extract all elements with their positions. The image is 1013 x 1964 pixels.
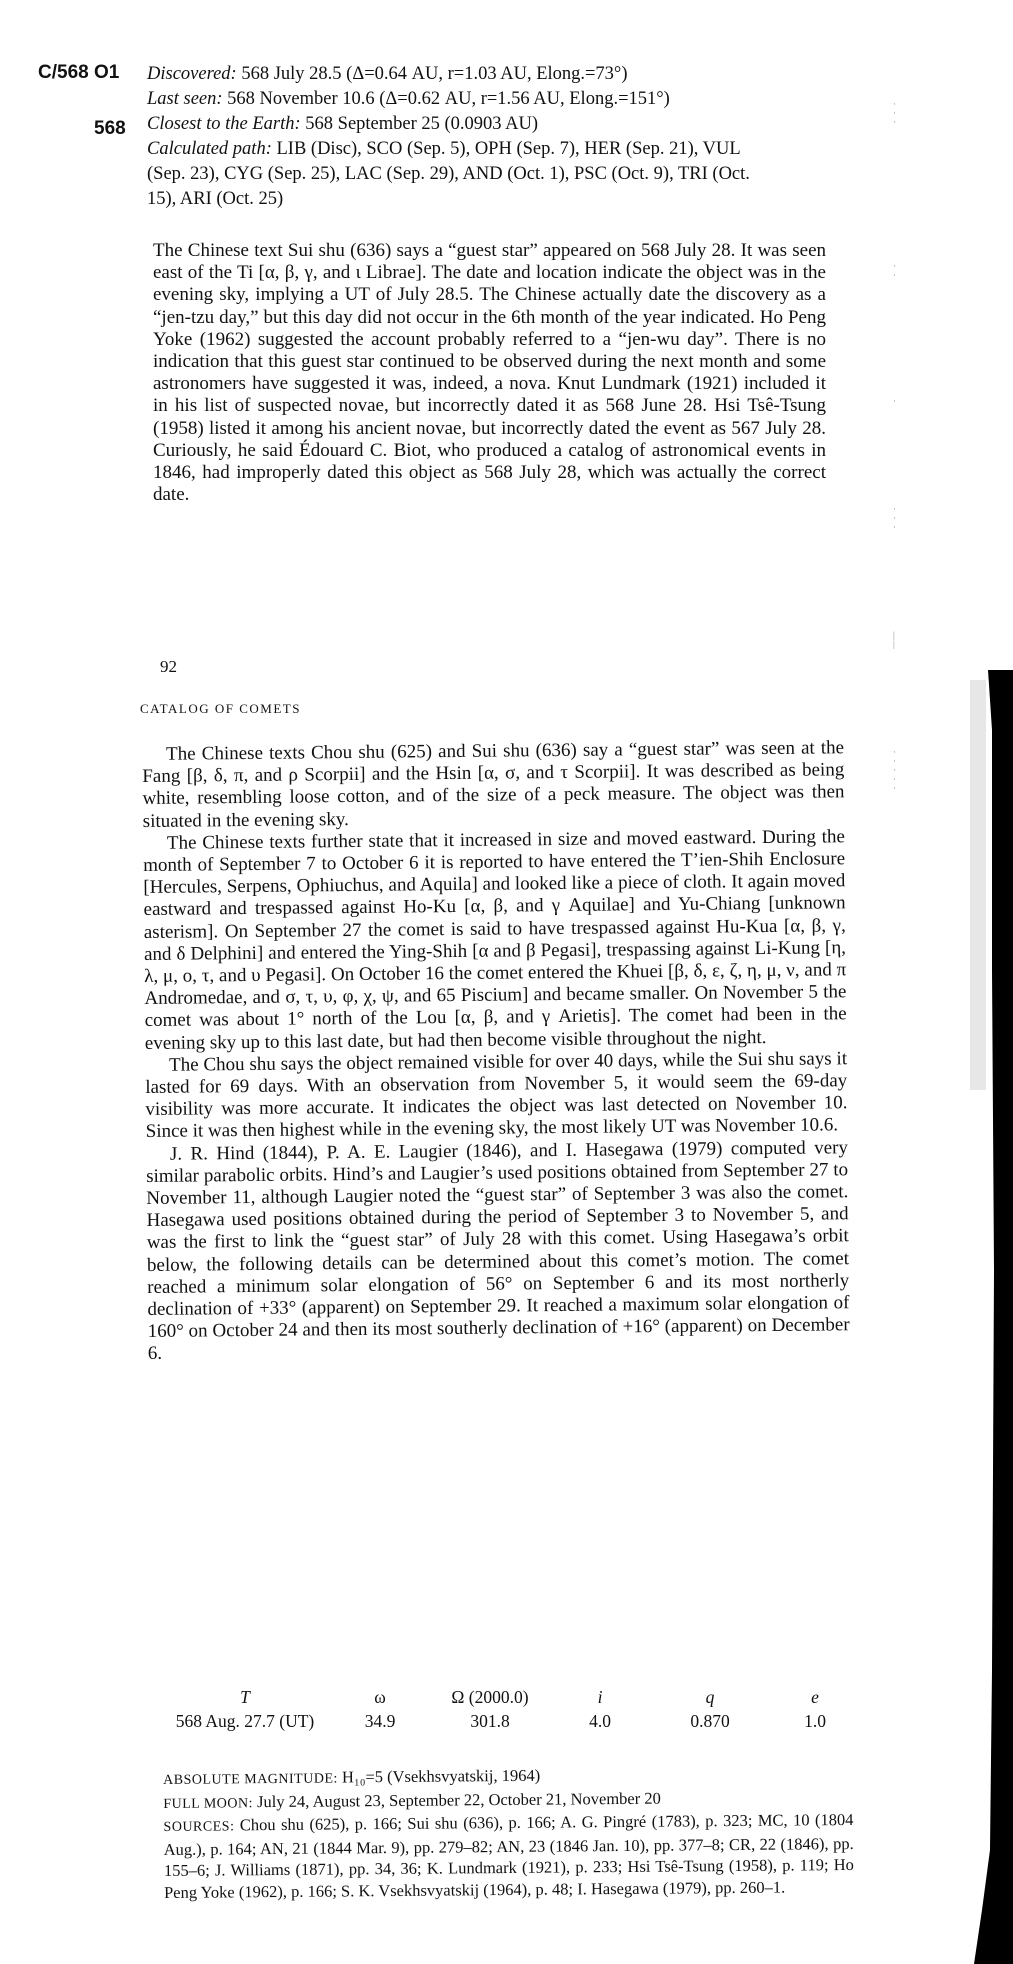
last-seen-line — [147, 89, 750, 110]
orbit-cell: 34.9 — [364, 1711, 396, 1731]
orbit-cell: 1.0 — [804, 1711, 826, 1731]
absmag-label: ABSOLUTE MAGNITUDE: — [163, 1771, 338, 1788]
path-line-1 — [147, 139, 750, 160]
page-number: 92 — [160, 657, 177, 676]
body-text — [142, 737, 850, 1365]
path-line-3: 15), ARI (Oct. 25) — [147, 189, 284, 209]
last-seen-label: Last seen: — [147, 89, 223, 109]
fullmoon-value: July 24, August 23, September 22, October 21, November 20 — [256, 1788, 661, 1811]
sources-value: Chou shu (625), p. 166; Sui shu (636), p. 166; A. G. Pingré (1783), p. 323; MC, 10 (1804 Aug.), p. 164; AN, 21 (1844 Mar. 9), pp. 279–82; AN, 23 (1846 Jan. 10), pp. 377–8; CR, 22 (1846), pp. 155–6; J. Williams (1871), pp. 34, 36; K. Lundmark (1921), p. 233; Hsi Tsê-Tsung (1958), p. 119; Ho Peng Yoke (1962), p. 166; S. K. Vsekhsvyatskij (1964), p. 48; I. Hasegawa (1979), pp. 260–1. — [163, 1809, 854, 1902]
orbit-cell: 568 Aug. 27.7 (UT) — [175, 1711, 315, 1731]
fullmoon-label: FULL MOON: — [163, 1795, 254, 1812]
orbit-header: i — [597, 1687, 603, 1707]
path-line-2: (Sep. 23), CYG (Sep. 25), LAC (Sep. 29), AND (Oct. 1), PSC (Oct. 9), TRI (Oct. — [147, 164, 750, 184]
orbit-header: T — [240, 1687, 250, 1707]
orbit-cell: 0.870 — [690, 1711, 730, 1731]
sources — [163, 1809, 854, 1903]
discovered-value: 568 July 28.5 (Δ=0.64 AU, r=1.03 AU, Elong.=73°) — [241, 64, 628, 84]
path-text-1: LIB (Disc), SCO (Sep. 5), OPH (Sep. 7), HER (Sep. 21), VUL — [276, 139, 741, 159]
comet-year: 568 — [94, 118, 126, 139]
discovered-label: Discovered: — [147, 64, 237, 84]
body-paragraph: The Chinese texts Chou shu (625) and Sui shu (636) say a “guest star” was seen at the Fang [β, δ, π, and ρ Scorpii] and the Hsin [α, σ, and τ Scorpii]. It was described as being white, resembling loose cotton, and of the size of a peck measure. The object was then situated in the evening sky. — [142, 737, 845, 832]
orbit-header: Ω (2000.0) — [451, 1687, 529, 1707]
orbit-header-row — [160, 1684, 860, 1711]
running-head: CATALOG OF COMETS — [140, 701, 301, 716]
gutter-dots: · · · · · · · · · | | · · · · · — [893, 99, 896, 793]
scan-edge-shadow — [940, 670, 1013, 1964]
discovered-line — [147, 64, 750, 85]
orbit-header: e — [811, 1687, 819, 1707]
intro-paragraph — [153, 240, 826, 506]
sources-label: SOURCES: — [163, 1819, 235, 1835]
orbit-header: q — [705, 1687, 715, 1707]
intro-text: The Chinese text Sui shu (636) says a “guest star” appeared on 568 July 28. It was seen east of the Ti [α, β, γ, and ι Librae]. The date and location indicate the object was in the evening sky, implying a UT of July 28.5. The Chinese actually date the discovery as a “jen-tzu day,” but this day did not occur in the 6th month of the year indicated. Ho Peng Yoke (1962) suggested the account probably referred to a “jen-wu day”. There is no indication that this guest star continued to be observed during the next month and some astronomers have suggested it was, indeed, a nova. Knut Lundmark (1921) included it in his list of suspected novae, but incorrectly dated it as 568 June 28. Hsi Tsê-Tsung (1958) listed it among his ancient novae, but incorrectly dated the event as 567 July 28. Curiously, he said Édouard C. Biot, who produced a catalog of astronomical events in 1846, had improperly dated this object as 568 July 28, which was actually the correct date. — [153, 240, 826, 506]
closest-line — [147, 114, 750, 135]
body-paragraph: The Chinese texts further state that it increased in size and moved eastward. During the month of September 7 to October 6 it is reported to have entered the T’ien-Shih Enclosure [Hercules, Serpens, Ophiuchus, and Aquila] and looked like a piece of cloth. It again moved eastward and trespassed against Ho-Ku [α, β, and γ Aquilae] and Yu-Chiang [unknown asterism]. On September 27 the comet is said to have trespassed against Hu-Kua [α, β, γ, and δ Delphini] and entered the Ying-Shih [α and β Pegasi], trespassing against Li-Kung [η, λ, μ, ο, τ, and υ Pegasi]. On October 16 the comet entered the Khuei [β, δ, ε, ζ, η, μ, ν, and π Andromedae, and σ, τ, υ, φ, χ, ψ, and 65 Piscium] and became smaller. On November 5 the comet was about 1° north of the Lou [α, β, and γ Arietis]. The comet had been in the evening sky up to this last date, but had then become visible throughout the night. — [143, 826, 847, 1054]
path-label: Calculated path: — [147, 139, 272, 159]
body-paragraph: J. R. Hind (1844), P. A. E. Laugier (1846), and I. Hasegawa (1979) computed very similar parabolic orbits. Hind’s and Laugier’s used positions obtained from September 27 to November 11, although Laugier noted the “guest star” of September 3 was also the comet. Hasegawa used positions obtained during the period of September 3 to November 5, and was the first to link the “guest star” of July 28 with this comet. Using Hasegawa’s orbit below, the following details can be determined about this comet’s motion. The comet reached a minimum solar elongation of 56° on September 6 and its most northerly declination of +33° (apparent) on September 29. It reached a maximum solar elongation of 160° on October 24 and then its most southerly declination of +16° (apparent) on December 6. — [146, 1136, 850, 1365]
comet-designation: C/568 O1 — [38, 62, 120, 83]
body-paragraph: The Chou shu says the object remained visible for over 40 days, while the Sui shu says it lasted for 69 days. With an observation from November 5, it would seem the 69-day visibility was more accurate. It indicates the object was last detected on November 10. Since it was then highest while in the evening sky, the most likely UT was November 10.6. — [145, 1048, 848, 1143]
orbit-cell: 301.8 — [470, 1711, 510, 1731]
closest-label: Closest to the Earth: — [147, 114, 301, 134]
orbit-data-row — [160, 1711, 860, 1732]
absmag-value: H₁₀=5 (Vsekhsvyatskij, 1964) — [341, 1765, 541, 1787]
last-seen-value: 568 November 10.6 (Δ=0.62 AU, r=1.56 AU, Elong.=151°) — [227, 89, 670, 109]
footer-block — [163, 1762, 854, 1903]
orbit-table-wrap — [160, 1684, 860, 1732]
orbit-table — [160, 1684, 860, 1732]
orbit-cell: 4.0 — [589, 1711, 611, 1731]
orbit-header: ω — [374, 1687, 386, 1707]
closest-value: 568 September 25 (0.0903 AU) — [305, 114, 539, 134]
entry-details — [147, 64, 750, 210]
